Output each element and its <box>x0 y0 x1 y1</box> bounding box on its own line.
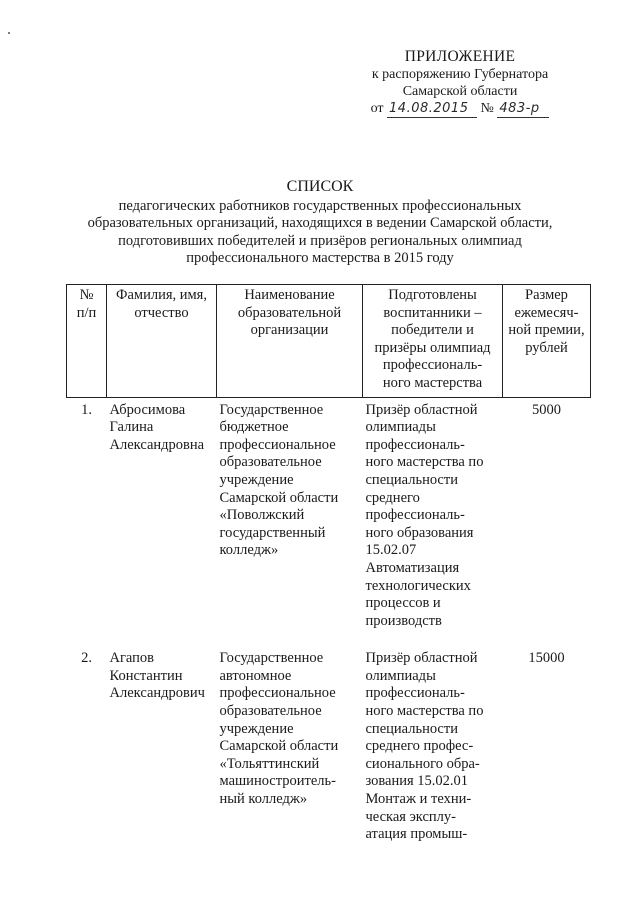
cell-line: Государственное <box>219 401 324 418</box>
appendix-line-1: к распоряжению Губернатора <box>371 67 549 82</box>
cell-line: Размер <box>525 287 568 303</box>
cell-line: Александровна <box>109 436 205 453</box>
row-organization <box>217 397 363 630</box>
from-label: от <box>370 101 384 116</box>
cell-line: Призёр областной <box>365 650 478 667</box>
cell-line: сионального обра- <box>365 755 480 772</box>
cell-line: атация промыш- <box>365 826 468 843</box>
row-prepared <box>363 646 503 844</box>
cell-line: олимпиады <box>365 419 436 436</box>
cell-line: «Тольяттинский <box>219 755 320 772</box>
list-title: СПИСОК <box>286 178 354 195</box>
appendix-heading: ПРИЛОЖЕНИЕ <box>404 48 516 65</box>
cell-line: специальности <box>365 471 458 488</box>
cell-line: профессиональ- <box>382 357 483 374</box>
header-organization <box>217 285 363 398</box>
row-organization <box>217 646 363 844</box>
cell-line: государственный <box>219 524 326 541</box>
cell-line: специальности <box>365 720 458 737</box>
cell-line: Автоматизация <box>365 559 460 576</box>
cell-line: образовательное <box>219 703 322 720</box>
list-subtitle-line-2: образовательных организаций, находящихся в ведении Самарской области, <box>87 215 553 232</box>
cell-line: призёры олимпиад <box>374 339 491 356</box>
table-row <box>67 646 591 844</box>
cell-line: машиностроитель- <box>219 773 336 790</box>
handwritten-number: 483-р <box>497 100 549 118</box>
appendix-line-2: Самарской области <box>402 84 518 99</box>
cell-line: профессиональное <box>219 685 336 702</box>
handwritten-date: 14.08.2015 <box>387 100 477 118</box>
cell-line: Подготовлены <box>388 287 477 303</box>
cell-line: профессиональ- <box>365 685 465 702</box>
cell-line: Монтаж и техни- <box>365 791 472 808</box>
header-name <box>107 285 217 398</box>
cell-line: ный колледж» <box>219 791 308 808</box>
cell-line: ной премии, <box>508 322 585 339</box>
cell-line: ного мастерства по <box>365 703 484 720</box>
cell-line: колледж» <box>219 542 279 559</box>
row-num: 1. <box>81 401 92 418</box>
cell-line: Фамилия, имя, <box>116 287 207 303</box>
cell-line: бюджетное <box>219 419 289 436</box>
cell-line: Призёр областной <box>365 401 478 418</box>
awards-table <box>66 284 591 844</box>
cell-line: воспитанники – <box>383 304 482 321</box>
cell-line: олимпиады <box>365 667 436 684</box>
list-subtitle-line-1: педагогических работников государственных профессиональных <box>118 197 522 214</box>
cell-line: среднего <box>365 489 420 506</box>
cell-line: рублей <box>525 339 568 356</box>
list-subtitle-line-4: профессионального мастерства в 2015 году <box>186 250 454 267</box>
cell-line: зования 15.02.01 <box>365 773 469 790</box>
list-subtitle-line-3: подготовивших победителей и призёров региональных олимпиад <box>118 232 522 249</box>
cell-line: победители и <box>391 322 474 339</box>
header-amount <box>503 285 591 398</box>
cell-line: № <box>79 287 94 303</box>
cell-line: «Поволжский <box>219 507 305 524</box>
cell-line: Самарской области <box>219 738 339 755</box>
row-num: 2. <box>81 650 92 667</box>
header-num <box>67 285 107 398</box>
cell-line: процессов и <box>365 595 441 612</box>
cell-line: Константин <box>109 667 183 684</box>
cell-line: Галина <box>109 419 154 436</box>
cell-line: образовательной <box>237 304 342 321</box>
row-amount: 15000 <box>528 650 565 667</box>
cell-line: среднего профес- <box>365 738 474 755</box>
cell-line: 15.02.07 <box>365 542 417 559</box>
cell-line: ного образования <box>365 524 474 541</box>
cell-line: профессиональ- <box>365 436 465 453</box>
cell-line: ежемесяч- <box>514 304 579 321</box>
row-amount: 5000 <box>532 401 561 418</box>
scan-speck <box>8 32 10 34</box>
cell-line: образовательное <box>219 454 322 471</box>
appendix-block <box>360 48 560 118</box>
cell-line: Агапов <box>109 650 155 667</box>
cell-line: п/п <box>76 304 97 321</box>
cell-line: отчество <box>134 304 189 321</box>
table-header-row <box>67 285 591 398</box>
cell-line: Наименование <box>244 287 335 303</box>
cell-line: Александрович <box>109 685 205 702</box>
number-label: № <box>480 101 494 116</box>
row-name <box>107 646 217 844</box>
cell-line: Абросимова <box>109 401 186 418</box>
cell-line: Государственное <box>219 650 324 667</box>
cell-line: производств <box>365 612 442 629</box>
cell-line: ного мастерства по <box>365 454 484 471</box>
row-name <box>107 397 217 630</box>
row-spacer <box>67 630 591 646</box>
list-title-block <box>60 178 580 268</box>
cell-line: ческая эксплу- <box>365 808 456 825</box>
header-prepared <box>363 285 503 398</box>
row-prepared <box>363 397 503 630</box>
cell-line: Самарской области <box>219 489 339 506</box>
cell-line: технологических <box>365 577 471 594</box>
order-reference <box>371 100 550 118</box>
cell-line: учреждение <box>219 471 294 488</box>
cell-line: профессиональ- <box>365 507 465 524</box>
cell-line: профессиональное <box>219 436 336 453</box>
cell-line: автономное <box>219 667 292 684</box>
table-row <box>67 397 591 630</box>
cell-line: ного мастерства <box>382 374 483 391</box>
cell-line: организации <box>250 322 329 339</box>
cell-line: учреждение <box>219 720 294 737</box>
